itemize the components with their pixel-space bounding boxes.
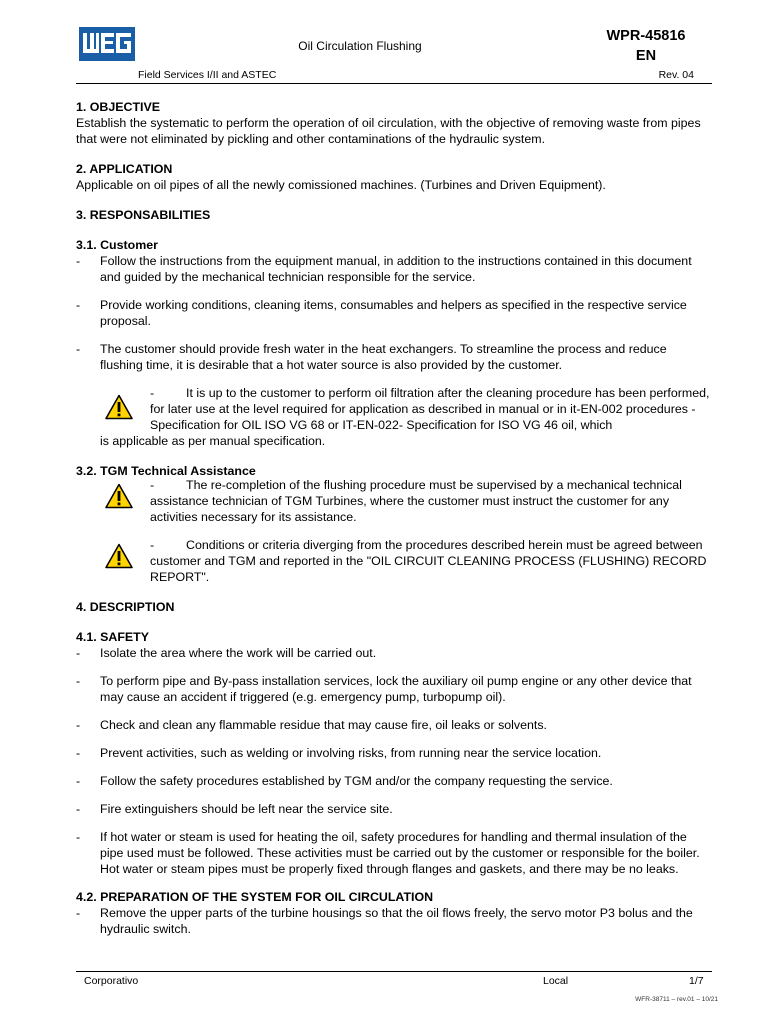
footer-classification: Corporativo: [84, 975, 139, 987]
list-item: [76, 341, 712, 373]
document-language: EN: [635, 48, 657, 64]
bullet-dash: -: [76, 646, 81, 660]
warning-dash: -: [150, 478, 155, 492]
section-heading-responsibilities: 3. RESPONSABILITIES: [76, 208, 211, 222]
form-code: WFR-38711 – rev.01 – 10/21: [635, 996, 718, 1003]
objective-text: Establish the systematic to perform the operation of oil circulation, with the objective of removing waste from pipes that were not eliminated by pickling and other contaminations of the hydraulic system.: [76, 116, 701, 146]
footer-divider: [76, 971, 712, 972]
list-item-text: Follow the instructions from the equipment manual, in addition to the instructions contained in this document and guided by the mechanical technician responsible for the service.: [100, 254, 692, 284]
section-heading-application: 2. APPLICATION: [76, 162, 173, 176]
list-item-text: Isolate the area where the work will be carried out.: [100, 646, 377, 660]
list-item-text: If hot water or steam is used for heating the oil, safety procedures for handling and thermal insulation of the pipe used must be followed. These activities must be carried out by the customer or responsible for the boiler. Hot water or steam pipes must be properly fixed through flanges and gaskets, and there may be no leaks.: [100, 830, 700, 876]
subsection-heading-safety: 4.1. SAFETY: [76, 630, 149, 644]
bullet-dash: -: [76, 254, 81, 268]
footer-scope: Local: [543, 975, 569, 987]
list-item: [76, 773, 712, 789]
bullet-dash: -: [76, 830, 81, 844]
bullet-dash: -: [76, 298, 81, 312]
document-department: Field Services I/II and ASTEC: [138, 69, 277, 81]
warning-note: [76, 385, 712, 449]
bullet-dash: -: [76, 774, 81, 788]
warning-note: [76, 477, 712, 525]
document-code: [586, 26, 706, 66]
section-heading-objective: 1. OBJECTIVE: [76, 100, 161, 114]
bullet-dash: -: [76, 674, 81, 688]
warning-dash: -: [150, 538, 155, 552]
warning-dash: -: [150, 386, 155, 400]
list-item: [76, 905, 712, 937]
bullet-dash: -: [76, 718, 81, 732]
list-item: [76, 673, 712, 705]
list-item-text: Fire extinguishers should be left near the service site.: [100, 802, 393, 816]
warning-icon: [105, 543, 133, 569]
subsection-heading-tgm: 3.2. TGM Technical Assistance: [76, 464, 256, 478]
bullet-dash: -: [76, 802, 81, 816]
list-item-text: Provide working conditions, cleaning items, consumables and helpers as specified in the respective service proposal.: [100, 298, 687, 328]
list-item: [76, 645, 712, 661]
warning-text: The re-completion of the flushing procedure must be supervised by a mechanical technical assistance technician of TGM Turbines, where the customer must instruct the customer for any activities necessary for its assistance.: [150, 478, 682, 524]
document-number: WPR-45816: [606, 28, 686, 44]
bullet-dash: -: [76, 746, 81, 760]
warning-icon: [105, 483, 133, 509]
application-text: Applicable on oil pipes of all the newly comissioned machines. (Turbines and Driven Equipment).: [76, 178, 606, 192]
list-item-text: Follow the safety procedures established by TGM and/or the company requesting the service.: [100, 774, 613, 788]
document-title: Oil Circulation Flushing: [298, 39, 422, 53]
list-item: [76, 801, 712, 817]
list-item: [76, 745, 712, 761]
warning-text: Conditions or criteria diverging from the procedures described herein must be agreed between customer and TGM and reported in the "OIL CIRCUIT CLEANING PROCESS (FLUSHING) RECORD REPORT".: [150, 538, 707, 584]
warning-text-continuation: is applicable as per manual specification.: [100, 434, 326, 448]
warning-text: It is up to the customer to perform oil filtration after the cleaning procedure has been performed, for later use at the level required for application as described in manual or in it-EN-002 procedures - Specification for OIL ISO VG 68 or IT-EN-022- Specification for ISO VG 46 oil, which: [150, 386, 710, 432]
list-item: [76, 253, 712, 285]
list-item-text: Check and clean any flammable residue that may cause fire, oil leaks or solvents.: [100, 718, 547, 732]
document-body: [76, 99, 712, 949]
section-heading-description: 4. DESCRIPTION: [76, 600, 175, 614]
bullet-dash: -: [76, 342, 81, 356]
header-divider: [76, 83, 712, 84]
warning-icon: [105, 394, 133, 420]
list-item-text: Prevent activities, such as welding or involving risks, from running near the service location.: [100, 746, 602, 760]
list-item: [76, 717, 712, 733]
subsection-heading-preparation: 4.2. PREPARATION OF THE SYSTEM FOR OIL CIRCULATION: [76, 890, 434, 904]
list-item: [76, 297, 712, 329]
document-revision: Rev. 04: [658, 69, 694, 81]
list-item-text: The customer should provide fresh water in the heat exchangers. To streamline the process and reduce flushing time, it is desirable that a hot water source is also provided by the customer.: [100, 342, 667, 372]
list-item: [76, 829, 712, 877]
subsection-heading-customer: 3.1. Customer: [76, 238, 158, 252]
bullet-dash: -: [76, 906, 81, 920]
page-number: 1/7: [689, 975, 704, 987]
list-item-text: Remove the upper parts of the turbine housings so that the oil flows freely, the servo motor P3 bolus and the hydraulic switch.: [100, 906, 693, 936]
list-item-text: To perform pipe and By-pass installation services, lock the auxiliary oil pump engine or any other device that may cause an accident if triggered (e.g. emergency pump, turbopump oil).: [100, 674, 692, 704]
warning-note: [76, 537, 712, 585]
